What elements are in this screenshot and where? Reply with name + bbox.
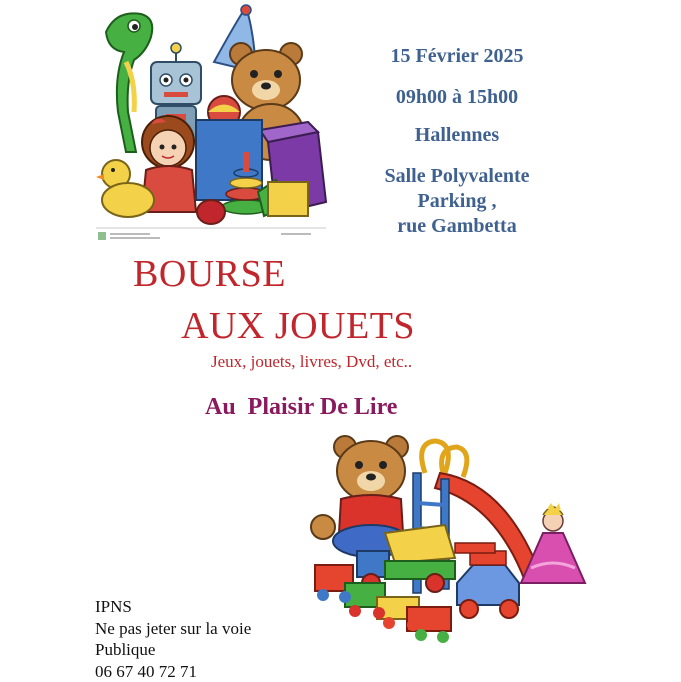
toys-illustration-top [96, 2, 336, 242]
event-venue-line2: Parking , [362, 189, 552, 214]
footer-ipns: IPNS [95, 596, 251, 618]
event-venue-line3: rue Gambetta [362, 214, 552, 239]
event-date: 15 Février 2025 [362, 44, 552, 69]
footer-notice-cont: Publique [95, 639, 251, 661]
footer-phone: 06 67 40 72 71 [95, 661, 251, 682]
princess-doll-icon [521, 503, 585, 583]
title-subtitle: Jeux, jouets, livres, Dvd, etc.. [211, 352, 412, 372]
event-hours: 09h00 à 15h00 [362, 85, 552, 110]
duck-icon [96, 160, 154, 217]
footer-notice: Ne pas jeter sur la voie [95, 618, 251, 640]
footer [95, 596, 251, 682]
title-line1: BOURSE [133, 252, 286, 296]
event-venue-line1: Salle Polyvalente [362, 164, 552, 189]
toys-illustration-bottom [305, 433, 595, 648]
organizer-name: Au Plaisir De Lire [205, 394, 397, 421]
event-town: Hallennes [362, 123, 552, 148]
title-line2: AUX JOUETS [181, 304, 415, 348]
toy-car-icon [455, 543, 519, 618]
